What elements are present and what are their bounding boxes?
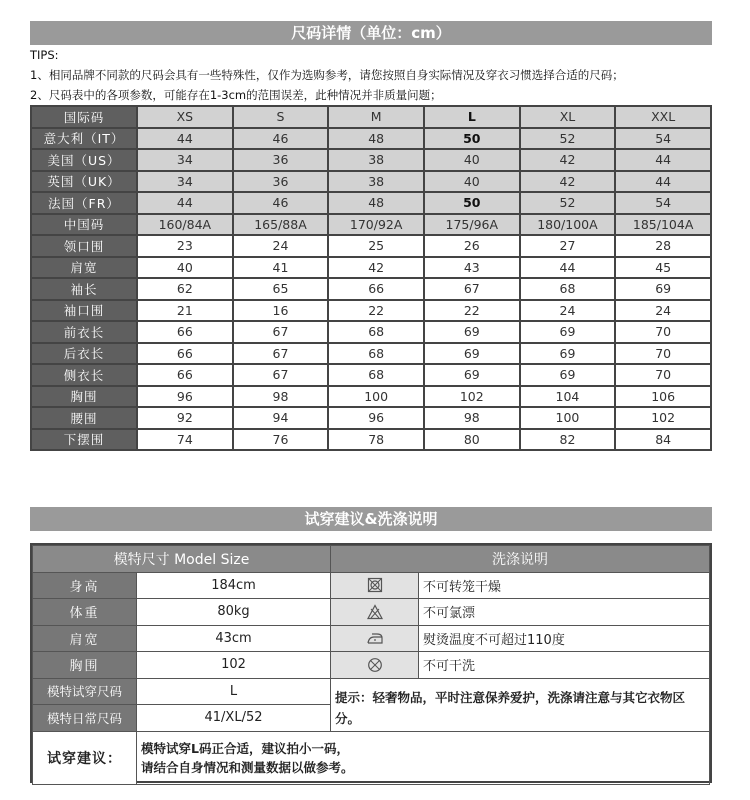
size-header-row [31,106,711,128]
size-col-header: L [424,106,520,128]
suggestion-text [137,731,710,784]
table-cell: 38 [328,149,424,171]
table-cell: 27 [520,235,616,257]
table-row [31,429,711,451]
table-cell: 24 [233,235,329,257]
row-header: 后衣长 [31,343,137,365]
table-row [31,343,711,365]
table-cell: 67 [424,278,520,300]
table-cell: 74 [137,429,233,451]
table-cell: 70 [615,364,711,386]
table-cell: 98 [424,407,520,429]
table-row [31,235,711,257]
table-cell: 69 [424,321,520,343]
table-row [31,278,711,300]
weight-label: 体重 [33,599,137,626]
suggestion-label: 试穿建议： [33,731,137,784]
size-details-banner: 尺码详情（单位：cm） [30,21,712,45]
table-cell: 78 [328,429,424,451]
table-cell: 48 [328,128,424,150]
table-cell: 52 [520,192,616,214]
try-size-label: 模特试穿尺码 [33,678,137,705]
table-cell: 165/88A [233,214,329,236]
table-cell: 52 [520,128,616,150]
table-cell: 67 [233,364,329,386]
size-table [30,105,712,451]
washing-text: 不可转笼干燥 [419,572,710,599]
table-cell: 34 [137,149,233,171]
table-row [31,214,711,236]
table-cell: 54 [615,128,711,150]
table-cell: 100 [520,407,616,429]
table-cell: 34 [137,171,233,193]
table-row [31,149,711,171]
table-row [31,364,711,386]
size-col-header: XS [137,106,233,128]
table-cell: 43 [424,257,520,279]
table-cell: 24 [520,300,616,322]
row-header: 胸围 [31,386,137,408]
table-cell: 40 [424,149,520,171]
no-bleach-icon [331,599,419,626]
model-size-header: 模特尺寸 Model Size [33,546,331,573]
fitting-washing-banner: 试穿建议&洗涤说明 [30,507,712,531]
row-header: 肩宽 [31,257,137,279]
table-cell: 68 [520,278,616,300]
table-row [31,407,711,429]
table-cell: 44 [137,128,233,150]
table-cell: 48 [328,192,424,214]
table-cell: 36 [233,149,329,171]
table-cell: 100 [328,386,424,408]
suggestion-row [33,731,710,784]
washing-text: 不可干洗 [419,652,710,679]
table-cell: 160/84A [137,214,233,236]
table-cell: 102 [615,407,711,429]
table-cell: 42 [520,171,616,193]
table-cell: 25 [328,235,424,257]
table-cell: 65 [233,278,329,300]
table-cell: 23 [137,235,233,257]
try-size-value: L [137,678,331,705]
chest-label: 胸围 [33,652,137,679]
table-cell: 175/96A [424,214,520,236]
table-cell: 185/104A [615,214,711,236]
table-cell: 44 [137,192,233,214]
tips-heading: TIPS: [30,48,59,62]
table-row [31,171,711,193]
table-row [31,321,711,343]
table-cell: 16 [233,300,329,322]
panel-header-row [33,546,710,573]
table-cell: 66 [137,343,233,365]
table-cell: 42 [328,257,424,279]
row-header: 袖口围 [31,300,137,322]
table-cell: 44 [520,257,616,279]
height-value: 184cm [137,572,331,599]
row-header: 意大利（IT） [31,128,137,150]
table-cell: 46 [233,128,329,150]
table-cell: 98 [233,386,329,408]
table-cell: 80 [424,429,520,451]
table-cell: 84 [615,429,711,451]
table-cell: 69 [520,343,616,365]
tips-line-2: 2、尺码表中的各项参数，可能存在1-3cm的范围误差，此种情况并非质量问题； [30,88,442,102]
table-cell: 68 [328,321,424,343]
suggestion-line-1: 模特试穿L码正合适，建议拍小一码， [141,740,349,756]
table-cell: 94 [233,407,329,429]
row-header: 美国（US） [31,149,137,171]
table-cell: 69 [424,343,520,365]
table-cell: 24 [615,300,711,322]
size-col-header: S [233,106,329,128]
table-cell: 170/92A [328,214,424,236]
row-header: 前衣长 [31,321,137,343]
table-cell: 96 [137,386,233,408]
table-cell: 46 [233,192,329,214]
chest-value: 102 [137,652,331,679]
row-header: 领口围 [31,235,137,257]
table-row [33,652,710,679]
daily-size-value: 41/XL/52 [137,705,331,732]
table-cell: 69 [615,278,711,300]
table-cell: 70 [615,321,711,343]
table-cell: 104 [520,386,616,408]
height-label: 身高 [33,572,137,599]
table-row [31,192,711,214]
table-cell: 44 [615,171,711,193]
table-cell: 102 [424,386,520,408]
care-tip: 提示：轻奢物品，平时注意保养爱护，洗涤请注意与其它衣物区分。 [331,678,710,731]
table-cell: 36 [233,171,329,193]
table-cell: 69 [424,364,520,386]
row-header: 国际码 [31,106,137,128]
washing-header: 洗涤说明 [331,546,710,573]
table-cell: 68 [328,343,424,365]
table-cell: 82 [520,429,616,451]
table-cell: 66 [328,278,424,300]
no-dry-clean-icon [331,652,419,679]
table-cell: 69 [520,364,616,386]
tips-line-1: 1、相同品牌不同款的尺码会具有一些特殊性，仅作为选购参考，请您按照自身实际情况及穿衣习惯选择合适的尺码； [30,68,624,82]
table-cell: 50 [424,192,520,214]
table-row [31,386,711,408]
row-header: 法国（FR） [31,192,137,214]
table-cell: 45 [615,257,711,279]
row-header: 英国（UK） [31,171,137,193]
table-row [33,572,710,599]
table-cell: 66 [137,321,233,343]
row-header: 腰围 [31,407,137,429]
row-header: 袖长 [31,278,137,300]
model-washing-panel [30,543,712,783]
table-cell: 54 [615,192,711,214]
shoulder-label: 肩宽 [33,625,137,652]
size-col-header: M [328,106,424,128]
table-row [31,128,711,150]
table-cell: 38 [328,171,424,193]
daily-size-label: 模特日常尺码 [33,705,137,732]
table-cell: 106 [615,386,711,408]
table-cell: 40 [137,257,233,279]
table-cell: 40 [424,171,520,193]
table-row [31,300,711,322]
iron-icon [331,625,419,652]
table-cell: 70 [615,343,711,365]
table-cell: 28 [615,235,711,257]
table-cell: 67 [233,343,329,365]
size-col-header: XL [520,106,616,128]
table-cell: 92 [137,407,233,429]
washing-text: 熨烫温度不可超过110度 [419,625,710,652]
table-cell: 42 [520,149,616,171]
table-cell: 22 [424,300,520,322]
table-cell: 26 [424,235,520,257]
table-cell: 67 [233,321,329,343]
row-header: 下摆围 [31,429,137,451]
table-cell: 96 [328,407,424,429]
table-cell: 22 [328,300,424,322]
table-cell: 76 [233,429,329,451]
table-cell: 44 [615,149,711,171]
suggestion-line-2: 请结合自身情况和测量数据以做参考。 [141,759,354,775]
table-row [33,678,710,705]
table-row [31,257,711,279]
table-row [33,599,710,626]
table-cell: 50 [424,128,520,150]
table-cell: 21 [137,300,233,322]
row-header: 中国码 [31,214,137,236]
model-washing-table [32,545,710,785]
row-header: 侧衣长 [31,364,137,386]
table-cell: 66 [137,364,233,386]
table-row [33,625,710,652]
weight-value: 80kg [137,599,331,626]
size-col-header: XXL [615,106,711,128]
washing-text: 不可氯漂 [419,599,710,626]
table-cell: 62 [137,278,233,300]
table-cell: 68 [328,364,424,386]
table-cell: 69 [520,321,616,343]
shoulder-value: 43cm [137,625,331,652]
no-tumble-dry-icon [331,572,419,599]
table-cell: 41 [233,257,329,279]
table-cell: 180/100A [520,214,616,236]
